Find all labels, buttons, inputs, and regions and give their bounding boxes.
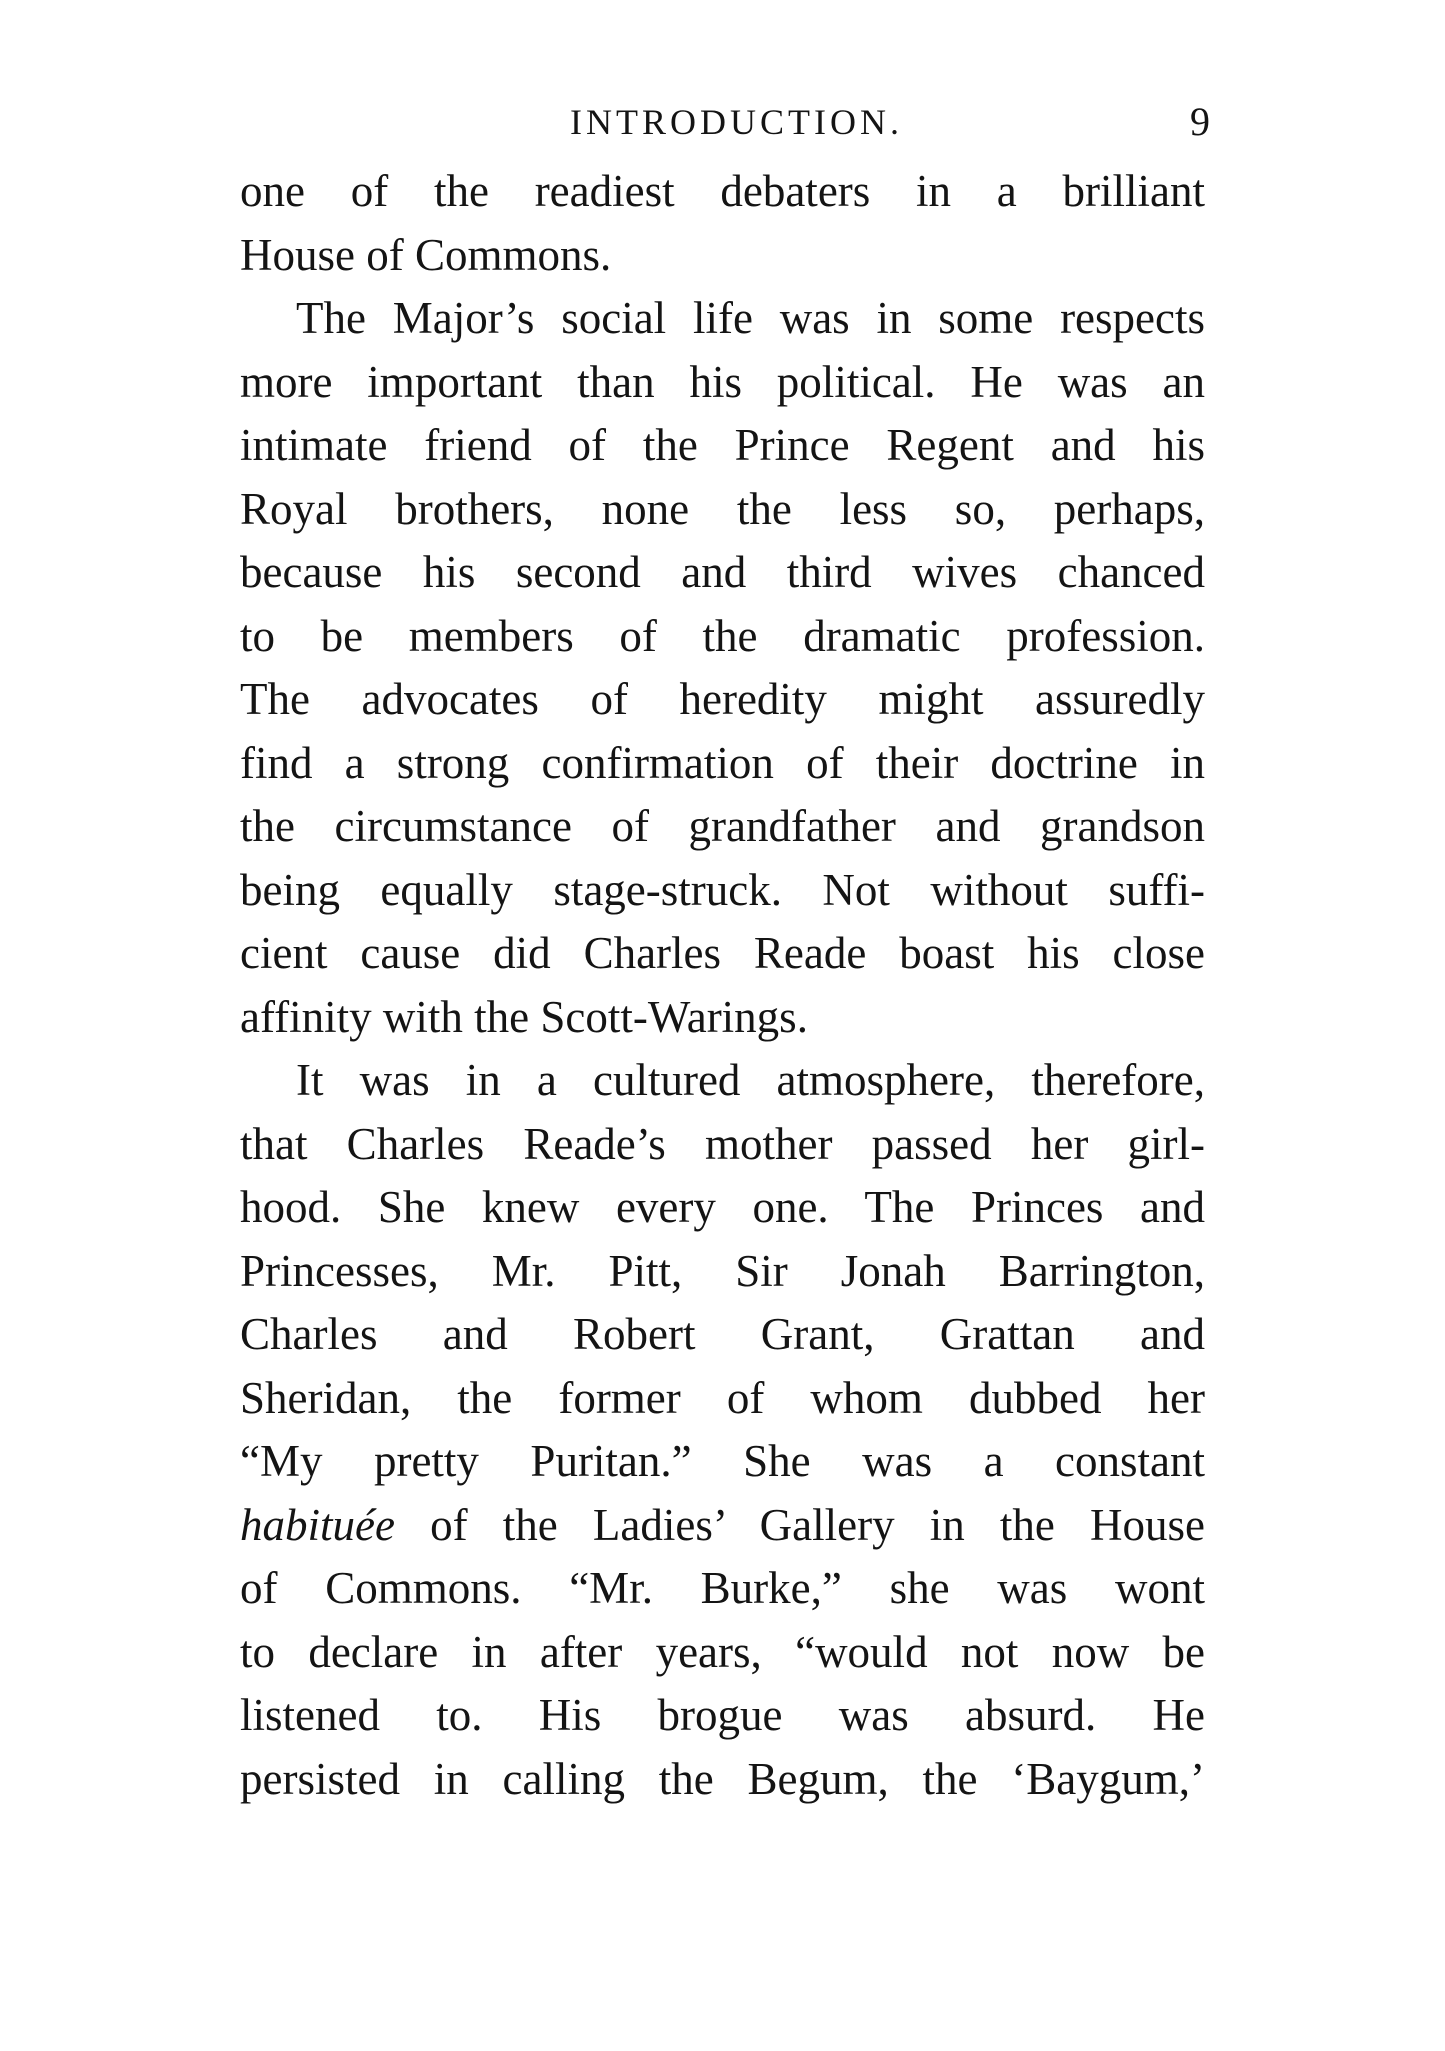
- text-line: listened to. His brogue was absurd. He: [240, 1690, 1205, 1740]
- italic-word: habituée: [240, 1499, 395, 1550]
- text-line: [240, 1494, 1205, 1558]
- running-head: INTRODUCTION.: [570, 102, 903, 142]
- text-line: The Major’s social life was in some respects: [296, 293, 1205, 343]
- text-line: to declare in after years, “would not now be: [240, 1626, 1205, 1677]
- text-line: one of the readiest debaters in a brilliant: [240, 166, 1205, 216]
- text-line: House of Commons.: [240, 229, 612, 280]
- text-line: intimate friend of the Prince Regent and his: [240, 420, 1205, 470]
- text-line: the circumstance of grandfather and grandson: [240, 801, 1205, 851]
- text-line: Royal brothers, none the less so, perhaps,: [240, 483, 1205, 534]
- line-text: of the Ladies’ Gallery in the House: [430, 1499, 1205, 1550]
- page-number: 9: [1190, 99, 1210, 144]
- text-line: Charles and Robert Grant, Grattan and: [240, 1309, 1205, 1359]
- text-line: that Charles Reade’s mother passed her girl-: [240, 1118, 1205, 1169]
- text-line: to be members of the dramatic profession.: [240, 610, 1205, 661]
- page-header: [240, 92, 1240, 152]
- text-line: affinity with the Scott-Warings.: [240, 991, 808, 1042]
- text-line: more important than his political. He was an: [240, 356, 1205, 407]
- text-line: “My pretty Puritan.” She was a constant: [240, 1436, 1205, 1486]
- text-line: hood. She knew every one. The Princes and: [240, 1182, 1205, 1232]
- text-line: The advocates of heredity might assuredly: [240, 674, 1205, 724]
- text-line: cient cause did Charles Reade boast his close: [240, 928, 1205, 978]
- text-line: being equally stage-struck. Not without suffi-: [240, 864, 1205, 915]
- text-line: find a strong confirmation of their doctrine in: [240, 737, 1205, 788]
- text-line: Princesses, Mr. Pitt, Sir Jonah Barrington,: [240, 1245, 1205, 1296]
- text-line: because his second and third wives chanced: [240, 547, 1205, 597]
- text-line: of Commons. “Mr. Burke,” she was wont: [240, 1563, 1205, 1613]
- body-text: [240, 160, 1205, 1811]
- text-line: It was in a cultured atmosphere, therefore,: [296, 1055, 1205, 1105]
- text-line: persisted in calling the Begum, the ‘Baygum,’: [240, 1753, 1205, 1804]
- text-line: Sheridan, the former of whom dubbed her: [240, 1372, 1205, 1423]
